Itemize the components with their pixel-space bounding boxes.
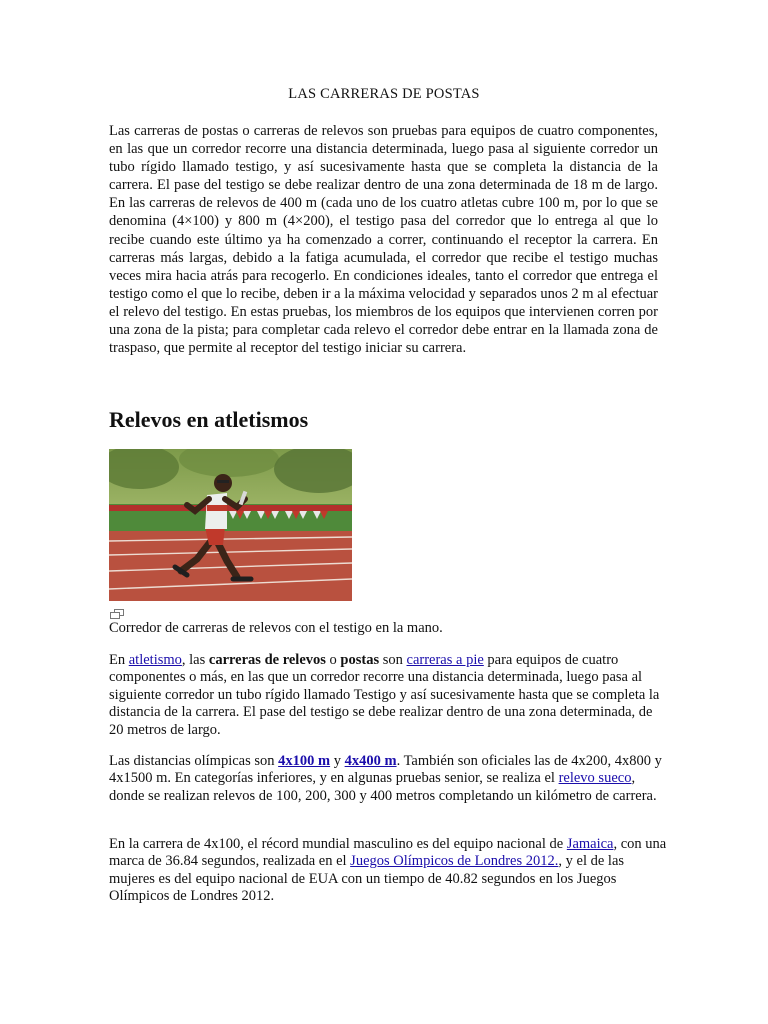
link-4x100[interactable]: 4x100 m bbox=[278, 753, 331, 769]
text-span: , donde se realizan relevos de 100, 200, 300 y 400 metros completando un kilómetro de carrera. bbox=[109, 770, 657, 804]
paragraph-distances bbox=[109, 753, 669, 805]
text-span: , las bbox=[181, 652, 209, 668]
paragraph-definition bbox=[109, 652, 669, 739]
text-span: o bbox=[325, 652, 341, 668]
text-span: son bbox=[379, 652, 407, 668]
paragraph-records bbox=[109, 836, 669, 906]
enlarge-icon[interactable] bbox=[110, 606, 124, 616]
bold-term: postas bbox=[340, 652, 380, 668]
text-span: , con una marca de 36.84 segundos, realizada en el bbox=[109, 836, 667, 870]
image-caption: Corredor de carreras de relevos con el testigo en la mano. bbox=[109, 620, 443, 636]
text-span: , y el de las mujeres es del equipo nacional de EUA con un tiempo de 40.82 segundos en los Juegos Olímpicos de Londres 2012. bbox=[109, 853, 625, 905]
text-span: En bbox=[109, 652, 129, 668]
link-relevo-sueco[interactable]: relevo sueco bbox=[558, 770, 632, 787]
link-atletismo[interactable]: atletismo bbox=[128, 652, 182, 668]
link-juegos-olimpicos-londres[interactable]: Juegos Olímpicos de Londres 2012. bbox=[350, 853, 559, 870]
section-heading: Relevos en atletismos bbox=[109, 407, 309, 432]
link-carreras-a-pie[interactable]: carreras a pie bbox=[406, 652, 484, 668]
text-span: para equipos de cuatro componentes o más, en las que un corredor recorre una distancia determinada, luego pasa al siguiente corredor un tubo rígido llamado Testigo y así sucesivamente hasta que se completa la distancia de la carrera. El pase del testigo se debe realizar dentro de una zona determinada, de 20 metros de largo. bbox=[109, 652, 660, 738]
link-4x400[interactable]: 4x400 m bbox=[344, 753, 397, 769]
text-span: . También son oficiales las de 4x200, 4x800 y 4x1500 m. En categorías inferiores, y en algunas pruebas senior, se realiza el bbox=[109, 753, 662, 787]
text-span: y bbox=[330, 753, 345, 769]
relay-runner-photo[interactable] bbox=[109, 449, 352, 601]
text-span: En la carrera de 4x100, el récord mundial masculino es del equipo nacional de bbox=[109, 836, 567, 852]
bold-term: carreras de relevos bbox=[208, 652, 326, 668]
document-title: LAS CARRERAS DE POSTAS bbox=[288, 86, 480, 102]
link-jamaica[interactable]: Jamaica bbox=[566, 836, 614, 852]
intro-paragraph: Las carreras de postas o carreras de relevos son pruebas para equipos de cuatro componentes, en las que un corredor recorre una distancia determinada, luego pasa al siguiente corredor un tubo rígido llamado testigo, y así sucesivamente hasta que se completa la distancia de la carrera. El pase del testigo se debe realizar dentro de una zona determinada de 18 m de largo. En las carreras de relevos de 400 m (cada uno de los cuatro atletas cubre 100 m, por lo que se denomina (4×100) y 800 m (4×200), el testigo pasa del corredor que lo entrega al que lo recibe cuando este último ya ha comenzado a correr, continuando el receptor la carrera. En carreras más largas, debido a la fatiga acumulada, el corredor que recibe el testigo muchas veces mira hacia atrás para recogerlo. En condiciones ideales, tanto el corredor que entrega el testigo como el que lo recibe, deben ir a la máxima velocidad y separados unos 2 m al efectuar el relevo del testigo. En estas pruebas, los miembros de los equipos que intervienen corren por una zona de la pista; para completar cada relevo el corredor debe entrar en la llamada zona de traspaso, que permite al receptor del testigo iniciar su carrera. bbox=[109, 123, 658, 357]
text-span: Las distancias olímpicas son bbox=[109, 753, 279, 769]
